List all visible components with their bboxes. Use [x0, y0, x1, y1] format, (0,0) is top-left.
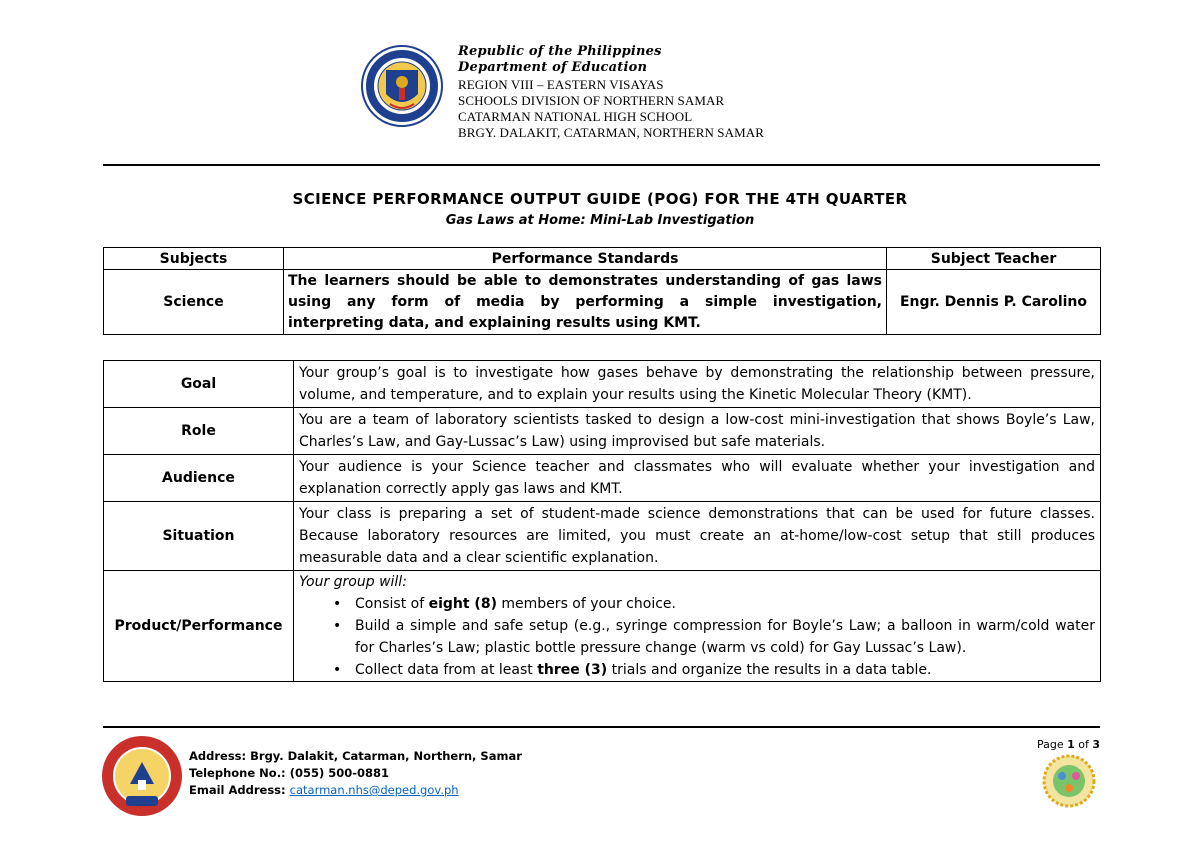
teacher-cell: Engr. Dennis P. Carolino	[887, 270, 1101, 335]
phone-label: Telephone No.:	[189, 766, 286, 780]
product-intro: Your group will:	[299, 574, 407, 590]
page-word: Page	[1037, 738, 1064, 751]
address-value: Brgy. Dalakit, Catarman, Northern, Samar	[250, 749, 522, 763]
bullet-emphasis: three (3)	[537, 662, 608, 678]
bullet-text: Consist of	[355, 596, 429, 612]
grasps-row-goal	[104, 361, 1101, 408]
school-line: CATARMAN NATIONAL HIGH SCHOOL	[458, 109, 693, 124]
goal-text: Your group’s goal is to investigate how gases behave by demonstrating the relationship between pressure, volume, and temperature, and to explain your results using the Kinetic Molecular Theory (KMT).	[294, 361, 1101, 408]
role-label: Role	[104, 408, 294, 455]
page-number	[1037, 738, 1100, 751]
science-badge-logo	[1042, 754, 1096, 808]
grasps-table	[103, 360, 1101, 682]
region-line: REGION VIII – EASTERN VISAYAS	[458, 76, 664, 92]
address-label: Address:	[189, 749, 247, 763]
col-header-teacher: Subject Teacher	[887, 248, 1101, 270]
list-item	[355, 593, 1095, 615]
grasps-row-product	[104, 571, 1101, 682]
col-header-standards: Performance Standards	[284, 248, 887, 270]
bullet-text: members of your choice.	[496, 596, 676, 612]
grasps-row-audience	[104, 455, 1101, 502]
grasps-row-role	[104, 408, 1101, 455]
role-text: You are a team of laboratory scientists tasked to design a low-cost mini-investigation that shows Boyle’s Law, Charles’s Law, and Gay-Lussac’s Law) using improvised but safe materials.	[294, 408, 1101, 455]
grasps-row-situation	[104, 502, 1101, 571]
list-item	[355, 615, 1095, 659]
audience-text: Your audience is your Science teacher and classmates who will evaluate whether your investigation and explanation correctly apply gas laws and KMT.	[294, 455, 1101, 502]
address-line	[189, 748, 522, 765]
goal-label: Goal	[104, 361, 294, 408]
situation-text: Your class is preparing a set of student-made science demonstrations that can be used for future classes. Because laboratory resources are limited, you must create an at-home/low-cost setup that still produces measurable data and a clear scientific explanation.	[294, 502, 1101, 571]
page-total: 3	[1092, 738, 1101, 751]
email-label: Email Address:	[189, 783, 286, 797]
bullet-text: Build a simple and safe setup (e.g., syringe compression for Boyle’s Law; a balloon in warm/cold water for Charles’s Law; plastic bottle pressure change (warm vs cold) for Gay Lussac’s Law).	[355, 618, 1095, 656]
bullet-text: trials and organize the results in a data table.	[607, 662, 932, 678]
bullet-text: Collect data from at least	[355, 662, 538, 678]
header-divider	[103, 164, 1100, 166]
contact-block	[189, 748, 522, 799]
page-of: of	[1078, 738, 1089, 751]
situation-label: Situation	[104, 502, 294, 571]
document-title: SCIENCE PERFORMANCE OUTPUT GUIDE (POG) FOR THE 4TH QUARTER	[292, 190, 908, 208]
footer-divider	[103, 726, 1100, 728]
list-item	[355, 659, 1095, 681]
republic-line: Republic of the Philippines	[458, 44, 662, 59]
product-label: Product/Performance	[104, 571, 294, 682]
standards-header-row	[104, 248, 1101, 270]
phone-value: (055) 500-0881	[289, 766, 389, 780]
deped-seal-logo	[360, 44, 444, 144]
bullet-emphasis: eight (8)	[428, 596, 497, 612]
division-line: SCHOOLS DIVISION OF NORTHERN SAMAR	[458, 92, 725, 108]
product-text	[294, 571, 1101, 682]
school-seal-logo	[100, 734, 184, 818]
department-line: Department of Education	[458, 60, 648, 76]
subject-cell: Science	[104, 270, 284, 335]
email-link[interactable]: catarman.nhs@deped.gov.ph	[289, 783, 459, 797]
standard-cell: The learners should be able to demonstrates understanding of gas laws using any form of media by performing a simple investigation, interpreting data, and explaining results using KMT.	[284, 270, 887, 335]
product-bullet-list	[299, 593, 1095, 681]
page-current: 1	[1067, 738, 1075, 751]
audience-label: Audience	[104, 455, 294, 502]
school-address-line: BRGY. DALAKIT, CATARMAN, NORTHERN SAMAR	[458, 125, 765, 141]
standards-row	[104, 270, 1101, 335]
email-line	[189, 782, 522, 799]
standards-table	[103, 247, 1101, 335]
document-subtitle: Gas Laws at Home: Mini-Lab Investigation	[445, 213, 755, 228]
phone-line	[189, 765, 522, 782]
col-header-subjects: Subjects	[104, 248, 284, 270]
agency-header	[458, 44, 764, 142]
